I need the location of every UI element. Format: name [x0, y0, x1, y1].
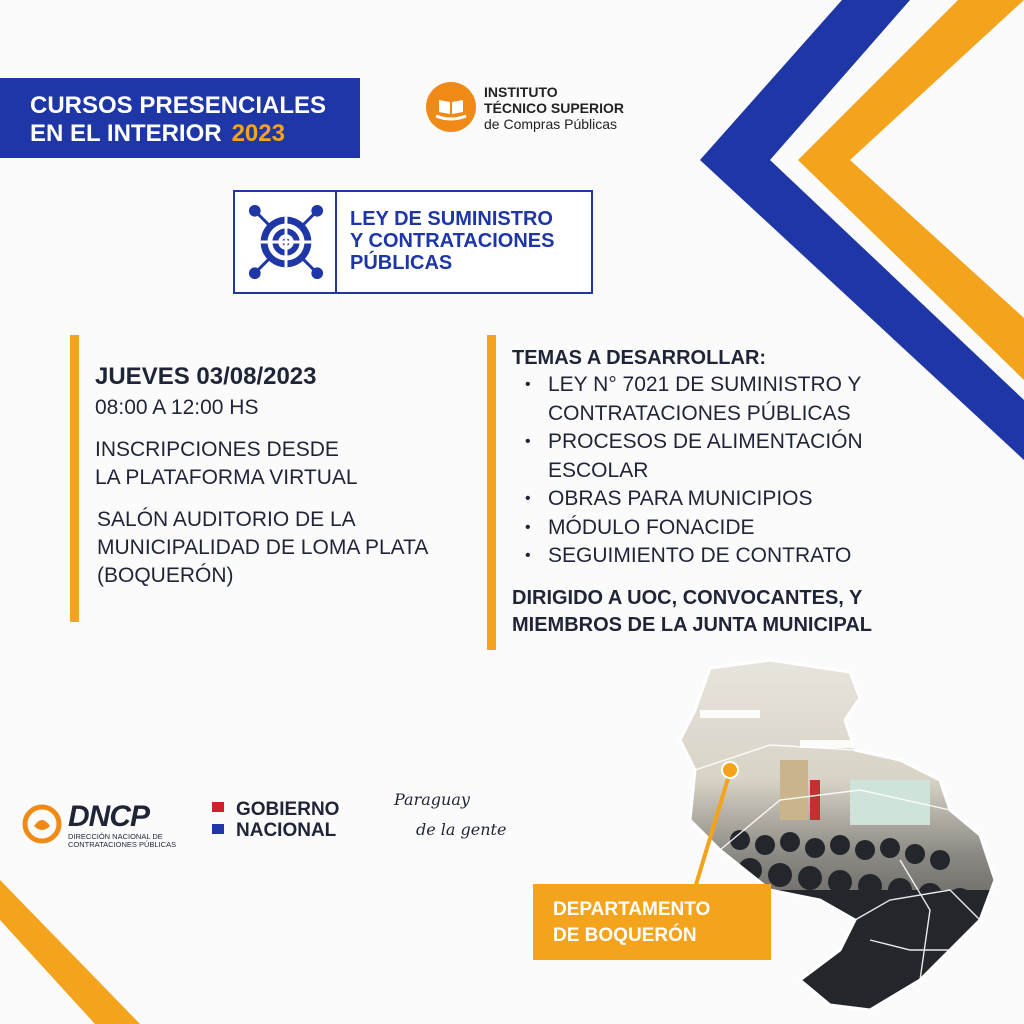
- department-line-2: DE BOQUERÓN: [553, 925, 697, 946]
- dncp-name: DNCP: [68, 800, 150, 833]
- topic-item: • LEY N° 7021 DE SUMINISTRO Y: [512, 371, 932, 400]
- place-line-1: SALÓN AUDITORIO DE LA: [97, 508, 356, 531]
- law-line-2: Y CONTRATACIONES: [350, 230, 555, 252]
- dncp-sub-line-1: DIRECCIÓN NACIONAL DE: [68, 832, 163, 841]
- event-hours: 08:00 A 12:00 HS: [95, 396, 259, 419]
- topic-item: • SEGUIMIENTO DE CONTRATO: [512, 542, 932, 571]
- law-line-1: LEY DE SUMINISTRO: [350, 208, 553, 230]
- registration-line-2: LA PLATAFORMA VIRTUAL: [95, 466, 358, 489]
- audience-line-1: DIRIGIDO A UOC, CONVOCANTES, Y: [512, 586, 863, 609]
- institute-line-1: INSTITUTO: [484, 84, 558, 100]
- law-title-box: [233, 190, 593, 294]
- law-line-3: PÚBLICAS: [350, 252, 453, 274]
- topic-item-continued: CONTRATACIONES PÚBLICAS: [548, 401, 851, 425]
- law-title: [350, 208, 554, 274]
- dncp-sub-line-2: CONTRATACIONES PÚBLICAS: [68, 840, 177, 849]
- topic-item: • MÓDULO FONACIDE: [512, 514, 932, 543]
- institute-line-2: TÉCNICO SUPERIOR: [484, 100, 625, 116]
- network-target-icon: [247, 202, 325, 282]
- topics-section: [512, 345, 932, 639]
- gobierno-nacional-logo: [212, 800, 372, 848]
- left-accent-bar: [70, 335, 79, 622]
- dncp-emblem-icon: [22, 804, 62, 844]
- banner-line-2: EN EL INTERIOR: [30, 120, 222, 147]
- topic-item: • OBRAS PARA MUNICIPIOS: [512, 485, 932, 514]
- dncp-subtitle: [68, 833, 176, 849]
- paraguay-map-photo: [650, 650, 1000, 1020]
- department-label: [533, 884, 771, 960]
- paraguay-de-la-gente-logo: [394, 790, 514, 850]
- topics-list: [512, 371, 932, 571]
- book-hand-icon: [426, 82, 476, 132]
- gobierno-line-1: GOBIERNO: [236, 799, 340, 820]
- registration-info: [95, 436, 475, 492]
- institute-line-3: de Compras Públicas: [484, 116, 618, 132]
- dncp-logo: [22, 800, 197, 850]
- target-audience: [512, 585, 932, 639]
- banner-year: 2023: [231, 120, 285, 147]
- audience-line-2: MIEMBROS DE LA JUNTA MUNICIPAL: [512, 613, 872, 636]
- registration-line-1: INSCRIPCIONES DESDE: [95, 438, 339, 461]
- place-line-3: (BOQUERÓN): [97, 564, 234, 587]
- department-line-1: DEPARTAMENTO: [553, 899, 711, 920]
- event-date: JUEVES 03/08/2023: [95, 363, 317, 390]
- event-place: [97, 506, 475, 590]
- paraguay-line-1: Paraguay: [394, 790, 470, 809]
- right-accent-bar: [487, 335, 496, 650]
- paraguay-line-2: de la gente: [416, 820, 507, 839]
- course-banner: [0, 78, 360, 158]
- flag-blue-square: [212, 824, 224, 834]
- law-box-divider: [335, 192, 337, 292]
- event-details: [95, 362, 475, 590]
- topics-heading: TEMAS A DESARROLLAR:: [512, 347, 767, 369]
- gobierno-line-2: NACIONAL: [236, 820, 337, 841]
- institute-logo: [426, 82, 656, 134]
- flag-red-square: [212, 802, 224, 812]
- banner-line-1: CURSOS PRESENCIALES: [30, 92, 327, 119]
- place-line-2: MUNICIPALIDAD DE LOMA PLATA: [97, 536, 429, 559]
- topic-item-continued: ESCOLAR: [548, 458, 649, 482]
- topic-item: • PROCESOS DE ALIMENTACIÓN: [512, 428, 932, 457]
